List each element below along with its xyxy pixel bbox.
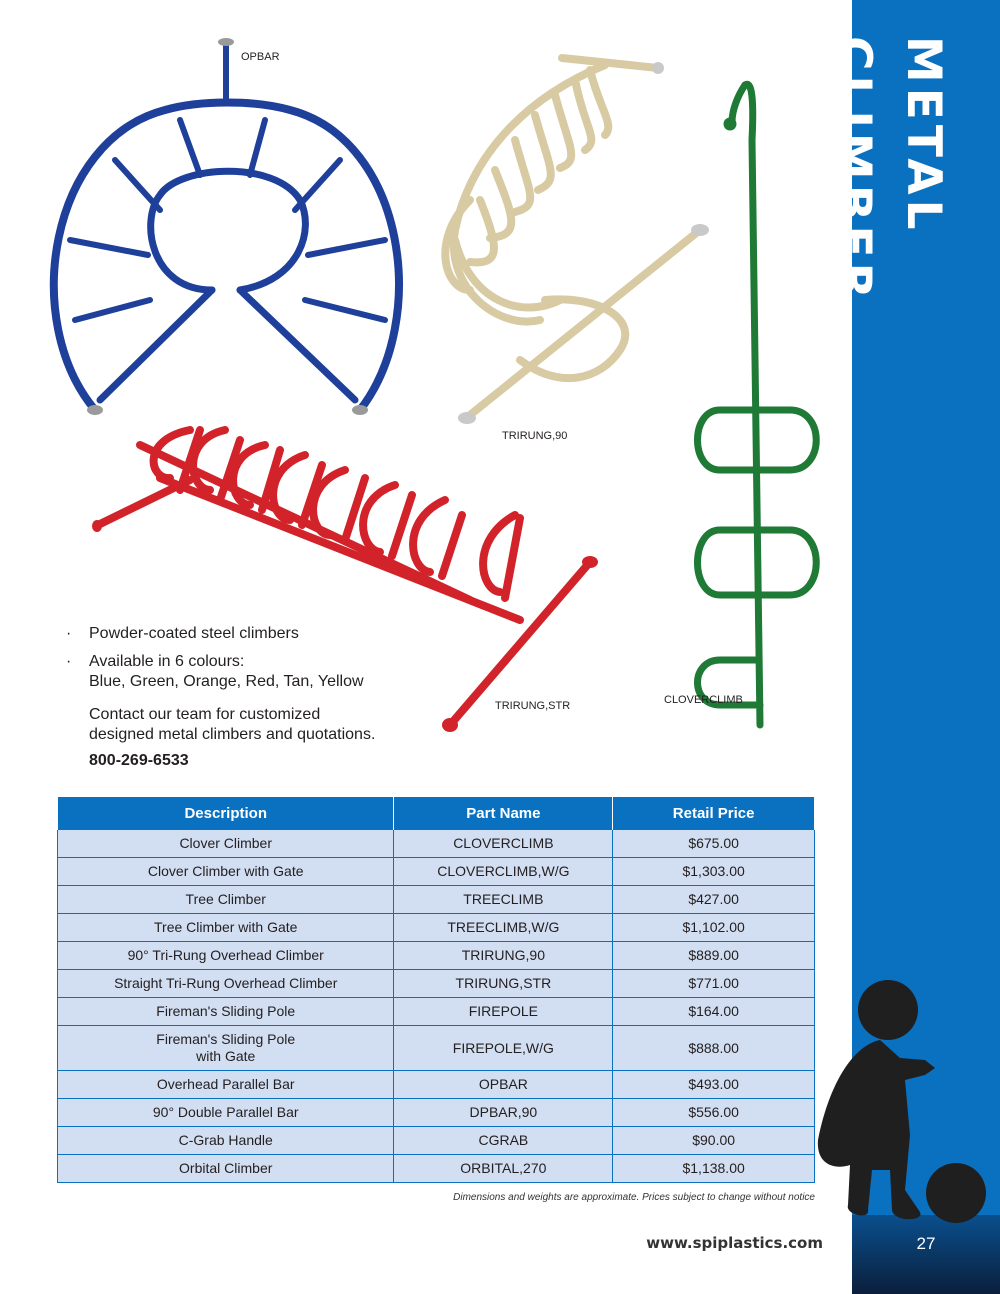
column-header-part-name: Part Name [394, 797, 613, 830]
phone-number[interactable]: 800-269-6533 [89, 752, 189, 769]
part-cell: CGRAB [394, 1127, 613, 1155]
table-row [58, 1127, 815, 1155]
description-cell: 90° Double Parallel Bar [58, 1099, 394, 1127]
opbar-climber-image [54, 38, 399, 415]
table-row [58, 970, 815, 998]
part-cell: CLOVERCLIMB [394, 830, 613, 858]
feature-text: Available in 6 colours: [89, 653, 245, 670]
description-cell [58, 1026, 394, 1071]
description-cell: Fireman's Sliding Pole [58, 998, 394, 1026]
price-cell: $164.00 [613, 998, 815, 1026]
part-cell: TRIRUNG,90 [394, 942, 613, 970]
description-line: with Gate [196, 1048, 256, 1064]
price-cell: $888.00 [613, 1026, 815, 1071]
price-cell: $1,138.00 [613, 1155, 815, 1183]
opbar-label: OPBAR [241, 51, 280, 63]
description-line: Fireman's Sliding Pole [156, 1031, 296, 1047]
table-row [58, 830, 815, 858]
feature-text: Powder-coated steel climbers [89, 625, 299, 642]
feature-item [66, 652, 486, 692]
price-table [57, 797, 815, 1183]
price-cell: $889.00 [613, 942, 815, 970]
bullet-icon: · [66, 625, 72, 642]
description-cell: C-Grab Handle [58, 1127, 394, 1155]
price-cell: $556.00 [613, 1099, 815, 1127]
description-cell: Overhead Parallel Bar [58, 1071, 394, 1099]
description-cell: Straight Tri-Rung Overhead Climber [58, 970, 394, 998]
website-link[interactable]: www.spiplastics.com [646, 1234, 823, 1252]
part-cell: TRIRUNG,STR [394, 970, 613, 998]
price-cell: $427.00 [613, 886, 815, 914]
part-cell: CLOVERCLIMB,W/G [394, 858, 613, 886]
part-cell: FIREPOLE [394, 998, 613, 1026]
price-cell: $1,303.00 [613, 858, 815, 886]
disclaimer-note: Dimensions and weights are approximate. Prices subject to change without notice [453, 1192, 815, 1203]
price-cell: $675.00 [613, 830, 815, 858]
trirung-90-climber-image [445, 58, 709, 424]
part-cell: FIREPOLE,W/G [394, 1026, 613, 1071]
table-row [58, 998, 815, 1026]
page-number: 27 [916, 1234, 936, 1253]
cloverclimb-label: CLOVERCLIMB [664, 694, 743, 706]
child-silhouette-image [818, 980, 986, 1223]
table-row [58, 914, 815, 942]
table-row [58, 1071, 815, 1099]
feature-text-line2: Blue, Green, Orange, Red, Tan, Yellow [89, 673, 364, 690]
bullet-icon: · [66, 653, 72, 670]
part-cell: TREECLIMB [394, 886, 613, 914]
part-cell: ORBITAL,270 [394, 1155, 613, 1183]
table-row [58, 1155, 815, 1183]
table-row [58, 858, 815, 886]
price-cell: $90.00 [613, 1127, 815, 1155]
price-cell: $771.00 [613, 970, 815, 998]
description-cell: 90° Tri-Rung Overhead Climber [58, 942, 394, 970]
feature-item [66, 624, 486, 644]
feature-list [66, 624, 486, 700]
description-cell: Tree Climber [58, 886, 394, 914]
table-row [58, 1026, 815, 1071]
table-row [58, 886, 815, 914]
cloverclimb-climber-image [698, 84, 817, 725]
description-cell: Clover Climber [58, 830, 394, 858]
column-header-retail-price: Retail Price [613, 797, 815, 830]
description-cell: Clover Climber with Gate [58, 858, 394, 886]
contact-line: Contact our team for customized [89, 706, 321, 723]
page-title: METAL CLIMBER [826, 36, 951, 304]
part-cell: TREECLIMB,W/G [394, 914, 613, 942]
trirung-str-label: TRIRUNG,STR [495, 700, 571, 712]
part-cell: DPBAR,90 [394, 1099, 613, 1127]
contact-line: designed metal climbers and quotations. [89, 726, 376, 743]
column-header-description: Description [58, 797, 394, 830]
table-row [58, 942, 815, 970]
description-cell: Orbital Climber [58, 1155, 394, 1183]
price-cell: $1,102.00 [613, 914, 815, 942]
table-row [58, 1099, 815, 1127]
part-cell: OPBAR [394, 1071, 613, 1099]
trirung-90-label: TRIRUNG,90 [502, 430, 568, 442]
contact-text [89, 705, 419, 745]
table-header-row [58, 797, 815, 830]
price-cell: $493.00 [613, 1071, 815, 1099]
description-cell: Tree Climber with Gate [58, 914, 394, 942]
